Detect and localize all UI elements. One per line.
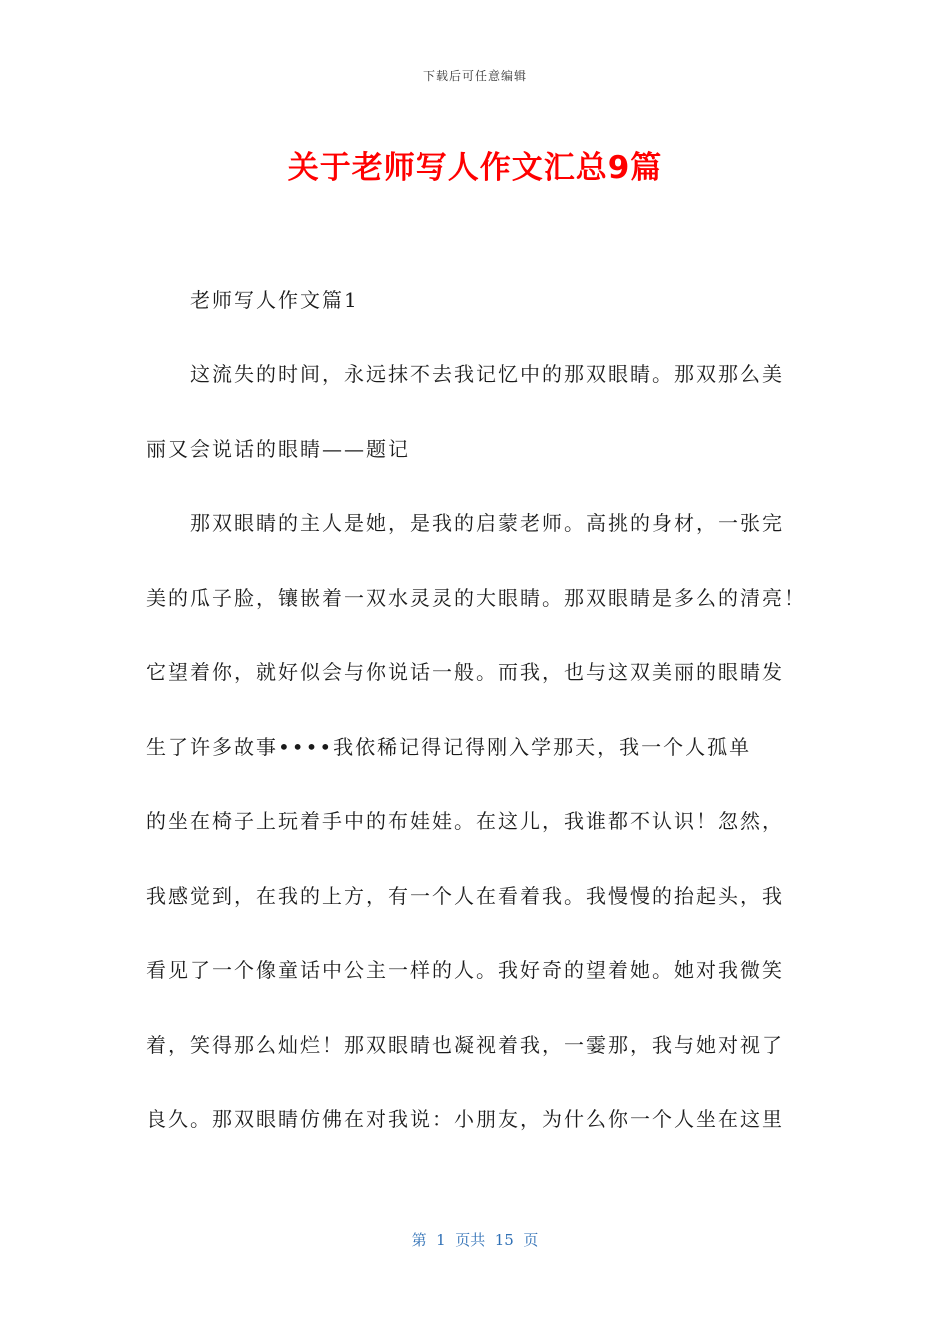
paragraph-line: 着，笑得那么灿烂！那双眼睛也凝视着我，一霎那，我与她对视了: [146, 1033, 784, 1057]
paragraph-line: 看见了一个像童话中公主一样的人。我好奇的望着她。她对我微笑: [146, 958, 784, 982]
paragraph-line: 生了许多故事••••我依稀记得记得刚入学那天，我一个人孤单: [146, 735, 752, 759]
paragraph-line: 这流失的时间，永远抹不去我记忆中的那双眼睛。那双那么美: [190, 362, 784, 386]
paragraph-line: 它望着你，就好似会与你说话一般。而我，也与这双美丽的眼睛发: [146, 660, 784, 684]
paragraph-line: 美的瓜子脸，镶嵌着一双水灵灵的大眼睛。那双眼睛是多么的清亮！: [146, 586, 806, 610]
paragraph-line: 丽又会说话的眼睛——题记: [146, 437, 410, 461]
document-title: 关于老师写人作文汇总9篇: [287, 150, 663, 186]
section-heading: 老师写人作文篇1: [190, 288, 359, 312]
paragraph-line: 我感觉到，在我的上方，有一个人在看着我。我慢慢的抬起头，我: [146, 884, 784, 908]
page-footer: 第 1 页共 15 页: [411, 1231, 539, 1249]
paragraph-line: 那双眼睛的主人是她，是我的启蒙老师。高挑的身材，一张完: [190, 511, 784, 535]
paragraph-line: 良久。那双眼睛仿佛在对我说：小朋友，为什么你一个人坐在这里: [146, 1107, 784, 1131]
page-header-note: 下载后可任意编辑: [422, 69, 527, 83]
paragraph-line: 的坐在椅子上玩着手中的布娃娃。在这儿，我谁都不认识！忽然，: [146, 809, 784, 833]
